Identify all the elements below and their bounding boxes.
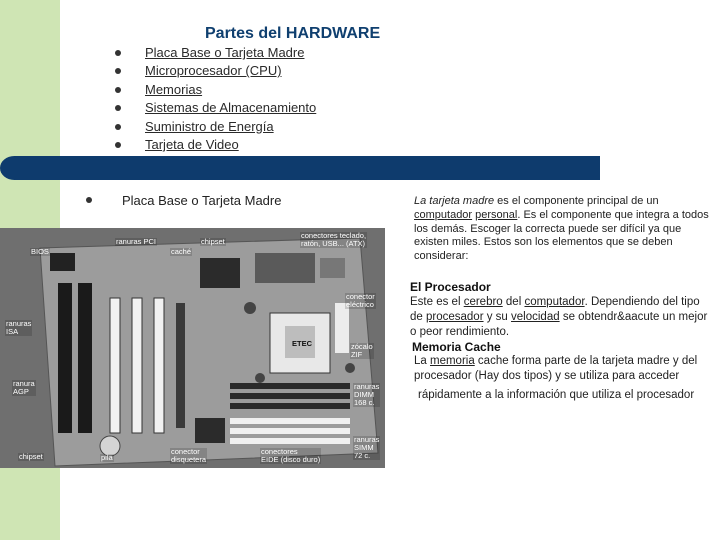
toc-item[interactable]: Microprocesador (CPU) — [115, 63, 316, 81]
bullet-icon — [115, 68, 121, 74]
toc-item[interactable]: Suministro de Energía — [115, 119, 316, 137]
label-conector-disquetera: conector disquetera — [171, 447, 207, 464]
bullet-icon — [115, 142, 121, 148]
link-personal[interactable]: personal — [475, 208, 518, 221]
bullet-icon — [115, 124, 121, 130]
link-computador-2[interactable]: computador — [524, 296, 585, 308]
processor-heading: El Procesador — [410, 280, 491, 294]
toc-item[interactable]: Tarjeta de Video — [115, 137, 316, 155]
label-conectores-atx: conectores teclado, ratón, USB... (ATX) — [301, 231, 367, 248]
link-cerebro[interactable]: cerebro — [463, 296, 503, 308]
bullet-icon — [115, 87, 121, 93]
link-memoria[interactable]: memoria — [430, 355, 475, 367]
bullet-icon — [115, 50, 121, 56]
link-computador[interactable]: computador — [414, 208, 473, 221]
label-ranuras-isa: ranuras ISA — [6, 319, 32, 336]
blue-divider-band — [0, 156, 600, 180]
motherboard-image — [0, 228, 385, 468]
toc-item[interactable]: Placa Base o Tarjeta Madre — [115, 45, 316, 63]
slide-title: Partes del HARDWARE — [205, 25, 381, 42]
motherboard-drawing — [0, 228, 385, 468]
label-conectores-eide: conectores EIDE (disco duro) — [261, 447, 321, 464]
label-cache: caché — [171, 247, 192, 256]
description-italic: La tarjeta madre — [414, 195, 495, 207]
section-label: Placa Base o Tarjeta Madre — [122, 193, 282, 208]
label-chipset-bottom: chipset — [19, 452, 43, 461]
label-etec: ETEC — [292, 339, 313, 348]
cache-heading: Memoria Cache — [412, 340, 501, 354]
bullet-icon — [86, 197, 92, 203]
label-chipset-top: chipset — [201, 237, 225, 246]
motherboard-description: La tarjeta madre es el componente principal de un computador personal. Es el componente que integra a todos los demás. Escoger la correcta puede ser difícil ya que existen miles. Estos son los elementos que se deben considerar: — [414, 195, 709, 263]
bullet-icon — [115, 105, 121, 111]
label-bios: BIOS — [31, 247, 49, 256]
toc-item[interactable]: Sistemas de Almacenamiento — [115, 100, 316, 118]
label-zocalo-zif: zócalo ZIF — [351, 342, 373, 359]
link-procesador[interactable]: procesador — [426, 311, 484, 323]
toc-list — [115, 45, 316, 155]
cache-text: La memoria cache forma parte de la tarjeta madre y del procesador (Hay dos tipos) y se utiliza para acceder — [414, 355, 698, 382]
label-ranura-agp: ranura AGP — [13, 379, 35, 396]
label-ranuras-pci: ranuras PCI — [116, 237, 157, 246]
processor-text: Este es el cerebro del computador. Dependiendo del tipo de procesador y su velocidad se obtendr&aacute un mejor o peor rendimiento. — [410, 296, 708, 338]
toc-item[interactable]: Memorias — [115, 82, 316, 100]
label-pila: pila — [101, 453, 113, 462]
label-ranuras-simm: ranuras SIMM 72 c. — [354, 435, 380, 460]
label-ranuras-dimm: ranuras DIMM 168 c. — [354, 382, 380, 407]
label-conector-electrico: conector eléctrico — [346, 292, 375, 309]
link-velocidad[interactable]: velocidad — [511, 311, 560, 323]
cache-text-continued: rápidamente a la información que utiliza el procesador — [418, 389, 695, 401]
